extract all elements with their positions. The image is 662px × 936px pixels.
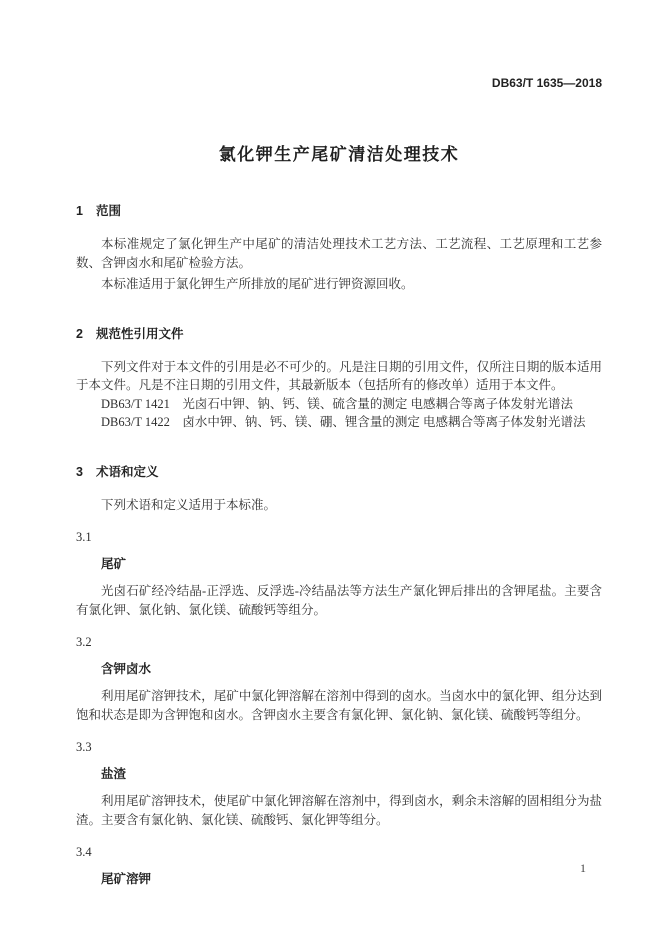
section-3-heading xyxy=(76,462,602,480)
clause-3-3 xyxy=(76,738,602,829)
section-1-number: 1 xyxy=(76,204,83,218)
section-3-intro: 下列术语和定义适用于本标准。 xyxy=(101,497,277,512)
section-2-heading xyxy=(76,324,602,342)
section-1-label: 范围 xyxy=(95,204,121,218)
section-1-paragraph: 本标准规定了氯化钾生产中尾矿的清洁处理技术工艺方法、工艺流程、工艺原理和工艺参数、含钾卤水和尾矿检验方法。 xyxy=(76,237,602,270)
section-2-number: 2 xyxy=(76,326,83,341)
term-title: 含钾卤水 xyxy=(101,662,152,676)
clause-3-2 xyxy=(76,633,602,724)
clause-3-1 xyxy=(76,528,602,619)
term-title: 尾矿 xyxy=(101,557,127,571)
section-3-label: 术语和定义 xyxy=(95,464,159,479)
clause-number: 3.4 xyxy=(76,845,92,859)
reference-item: DB63/T 1422 卤水中钾、钠、钙、镁、硼、锂含量的测定 电感耦合等离子体发射光谱法 xyxy=(101,415,586,429)
term-title: 尾矿溶钾 xyxy=(101,872,152,886)
clause-3-4 xyxy=(76,843,602,888)
section-2-intro: 下列文件对于本文件的引用是必不可少的。凡是注日期的引用文件，仅所注日期的版本适用于本文件。凡是不注日期的引用文件，其最新版本（包括所有的修改单）适用于本文件。 xyxy=(76,359,602,392)
section-3-number: 3 xyxy=(76,464,83,479)
reference-item: DB63/T 1421 光卤石中钾、钠、钙、镁、硫含量的测定 电感耦合等离子体发射光谱法 xyxy=(101,396,573,411)
term-definition: 光卤石矿经冷结晶-正浮选、反浮选-冷结晶法等方法生产氯化钾后排出的含钾尾盐。主要含有氯化钾、氯化钠、氯化镁、硫酸钙等组分。 xyxy=(76,584,602,617)
section-1-paragraph: 本标准适用于氯化钾生产所排放的尾矿进行钾资源回收。 xyxy=(101,277,414,291)
term-title: 盐渣 xyxy=(101,767,127,781)
section-2-label: 规范性引用文件 xyxy=(95,326,184,341)
clause-number: 3.3 xyxy=(76,740,92,754)
page-content xyxy=(76,0,602,888)
clause-number: 3.1 xyxy=(76,530,92,544)
term-definition: 利用尾矿溶钾技术，使尾矿中氯化钾溶解在溶剂中，得到卤水，剩余未溶解的固相组分为盐渣。主要含有氯化钠、氯化镁、硫酸钙、氯化钾等组分。 xyxy=(76,794,602,827)
clause-number: 3.2 xyxy=(76,635,92,649)
page-number: 1 xyxy=(580,861,586,875)
term-definition: 利用尾矿溶钾技术，尾矿中氯化钾溶解在溶剂中得到的卤水。当卤水中的氯化钾、组分达到饱和状态是即为含钾饱和卤水。含钾卤水主要含有氯化钾、氯化钠、氯化镁、硫酸钙等组分。 xyxy=(76,689,602,722)
document-title: 氯化钾生产尾矿清洁处理技术 xyxy=(218,145,460,164)
standard-code: DB63/T 1635—2018 xyxy=(491,76,602,90)
section-1-heading xyxy=(76,201,602,219)
